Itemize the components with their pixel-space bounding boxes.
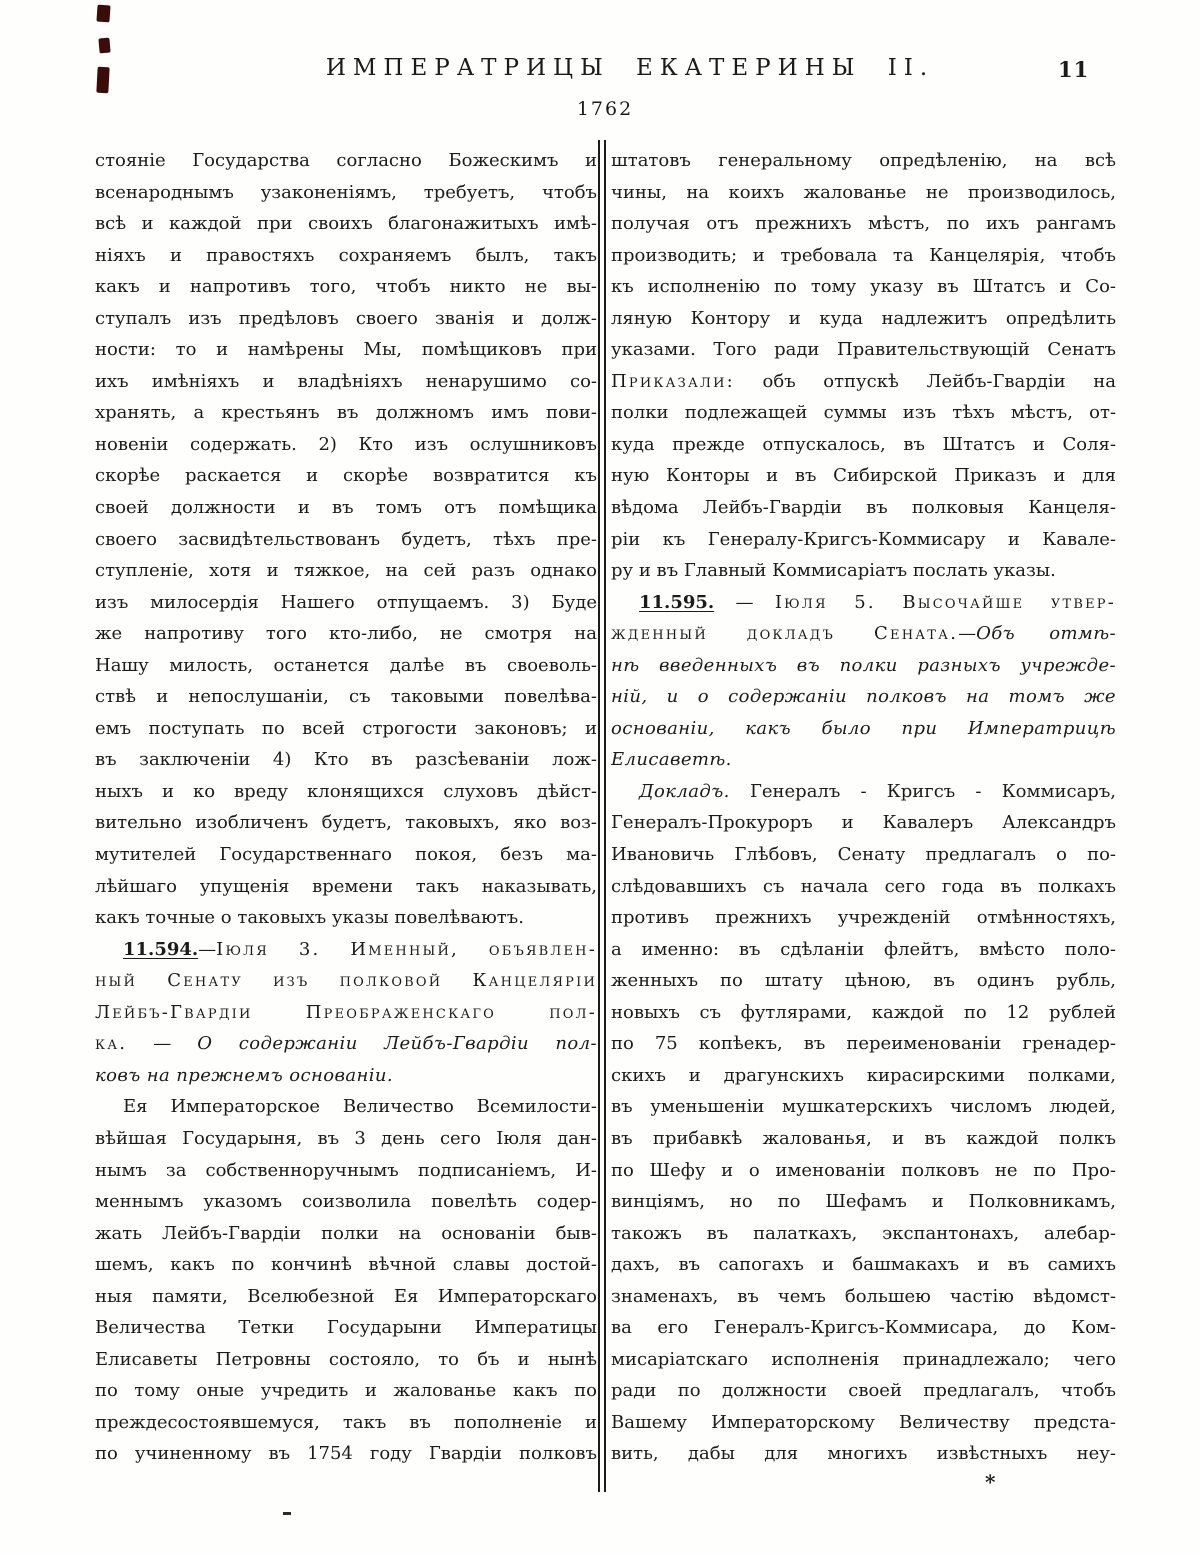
text-line: ныя памяти, Вселюбезной Ея Императорскаго	[95, 1285, 597, 1307]
text-line: такожъ въ палаткахъ, экспантонахъ, алебар-	[611, 1222, 1116, 1244]
text-line: новыхъ съ футлярами, каждой по 12 рублей	[611, 1001, 1116, 1023]
text-line: преждесостоявшемуся, такъ въ пополненіе и	[95, 1411, 597, 1433]
text-line: своего засвидѣтельствованъ будетъ, тѣхъ пре-	[95, 528, 597, 550]
text-line: ка. — О содержаніи Лейбъ-Гвардіи пол-	[95, 1033, 597, 1055]
text-line: въ прибавкѣ жалованья, и въ каждой полкъ	[611, 1127, 1116, 1149]
text-line: ляную Контору и куда надлежитъ опредѣлить	[611, 307, 1116, 329]
text-line: ній, и о содержаніи полковъ на томъ же	[611, 686, 1116, 708]
text-line: получая отъ прежнихъ мѣстъ, по ихъ рангамъ	[611, 213, 1116, 235]
text-line: Ивановичь Глѣбовъ, Сенату предлагалъ о по-	[611, 844, 1116, 866]
text-line: Докладъ. Генералъ - Кригсъ - Коммисаръ,	[639, 780, 1116, 802]
text-line: штатовъ генеральному опредѣленію, на всѣ	[611, 150, 1116, 171]
text-line: новеніи содержать. 2) Кто изъ ослушниковъ	[95, 433, 597, 455]
text-line: Елисаветѣ.	[611, 749, 732, 771]
text-line: своей должности и въ томъ отъ помѣщика	[95, 497, 597, 519]
text-line: по учиненному въ 1754 году Гвардіи полковъ	[95, 1443, 597, 1465]
text-line: ную Конторы и въ Сибирской Приказъ и для	[611, 465, 1116, 487]
text-line: изъ милосердія Нашего отпущаемъ. 3) Буде	[95, 591, 597, 613]
column-divider	[598, 140, 606, 1492]
text-column-right	[611, 145, 1116, 1470]
text-line: Елисаветы Петровны состояло, то бъ и нынѣ	[95, 1348, 597, 1370]
text-line: какъ и напротивъ того, чтобъ никто не вы-	[95, 276, 597, 298]
text-line: мутителей Государственнаго покоя, безъ ма-	[95, 844, 597, 866]
text-line: Приказали: объ отпускѣ Лейбъ-Гвардіи на	[611, 370, 1116, 392]
text-line: мисаріатскаго исполненія принадлежало; чего	[611, 1348, 1116, 1370]
text-line: жать Лейбъ-Гвардіи полки на основаніи быв-	[95, 1222, 597, 1244]
scan-artifact	[283, 1512, 291, 1515]
text-line: въ уменьшеніи мушкатерскихъ числомъ людей,	[611, 1096, 1116, 1118]
text-line: ствѣ и непослушаніи, съ таковыми повелѣва-	[95, 686, 597, 708]
text-line: въ заключеніи 4) Кто въ разсѣеваніи лож-	[95, 749, 597, 771]
text-line: ности: то и намѣрены Мы, помѣщиковъ при	[95, 339, 597, 361]
text-line: шемъ, какъ по кончинѣ вѣчной славы достой-	[95, 1254, 597, 1276]
text-line: ихъ имѣніяхъ и владѣніяхъ ненарушимо со-	[95, 370, 597, 392]
text-line: дахъ, въ сапогахъ и башмакахъ и въ самихъ	[611, 1254, 1116, 1276]
text-line: ступалъ изъ предѣловъ своего званія и долж-	[95, 307, 597, 329]
text-line: всѣ и каждой при своихъ благонажитыхъ имѣ-	[95, 213, 597, 235]
text-line: а именно: въ сдѣланіи флейтъ, вмѣсто поло-	[611, 938, 1116, 960]
text-line: Ея Императорское Величество Всемилости-	[123, 1096, 597, 1118]
text-line: ковъ на прежнемъ основаніи.	[95, 1064, 394, 1086]
text-line: ный Сенату изъ полковой Канцеляріи	[95, 970, 597, 992]
text-line: ніяхъ и правостяхъ сохраняемъ былъ, такъ	[95, 244, 597, 266]
text-column-left	[95, 145, 597, 1470]
text-line: нѣ введенныхъ въ полки разныхъ учрежде-	[611, 654, 1116, 676]
text-block	[95, 145, 1117, 1470]
text-line: слѣдовавшихъ съ начала сего года въ полкахъ	[611, 875, 1116, 897]
text-line: противъ прежнихъ учрежденій отмѣнностяхъ,	[611, 907, 1116, 929]
text-line: куда прежде отпускалось, въ Штатсъ и Соля-	[611, 433, 1116, 455]
text-line: указами. Того ради Правительствующій Сенатъ	[611, 339, 1116, 361]
text-line: ру и въ Главный Коммисаріатъ послать указы.	[611, 560, 1056, 582]
text-line: лѣйшаго упущенія времени такъ наказывать,	[95, 875, 597, 897]
text-line: Лейбъ-Гвардіи Преображенскаго пол-	[95, 1001, 597, 1023]
text-line: скорѣе раскается и скорѣе возвратится къ	[95, 465, 597, 487]
text-line: ріи къ Генералу-Кригсъ-Коммисару и Кавале-	[611, 528, 1116, 550]
text-line: по 75 копѣекъ, въ переименованіи гренадер-	[611, 1033, 1116, 1055]
text-line: вѣдома Лейбъ-Гвардіи въ полковыя Канцеля-	[611, 497, 1116, 519]
page-number: 11	[1058, 57, 1090, 82]
text-line: винціямъ, но по Шефамъ и Полковникамъ,	[611, 1191, 1116, 1213]
text-line: ныхъ и ко вреду клонящихся слуховъ дѣйст-	[95, 780, 597, 802]
text-line: же напротиву того кто-либо, не смотря на	[95, 623, 597, 645]
text-line: вить, дабы для многихъ извѣстныхъ неу-	[611, 1443, 1116, 1465]
text-line: меннымъ указомъ соизволила повелѣть содер-	[95, 1191, 597, 1213]
text-line: Нашу милость, останется далѣе въ своеволь-	[95, 654, 597, 676]
text-line: стояніе Государства согласно Божескимъ и	[95, 150, 597, 171]
text-line: хранять, а крестьянъ въ должномъ имъ пови-	[95, 402, 597, 424]
text-line: по тому оные учредить и жалованье какъ по	[95, 1380, 597, 1402]
text-line: ва его Генералъ-Кригсъ-Коммисара, до Ком-	[611, 1317, 1116, 1339]
year-label: 1762	[576, 98, 634, 120]
text-line: чины, на коихъ жалованье не производилось,	[611, 181, 1116, 203]
text-line: нымъ за собственноручнымъ подписаніемъ, И-	[95, 1159, 597, 1181]
text-line: Вашему Императорскому Величеству предста-	[611, 1411, 1116, 1433]
text-line: 11.594.—Іюля 3. Именный, объявлен-	[123, 938, 597, 960]
text-line: полки подлежащей суммы изъ тѣхъ мѣстъ, от-	[611, 402, 1116, 424]
text-line: ради по должности своей предлагалъ, чтобъ	[611, 1380, 1116, 1402]
page-title: ИМПЕРАТРИЦЫ ЕКАТЕРИНЫ II.	[325, 55, 935, 81]
text-line: къ исполненію по тому указу въ Штатсъ и Со-	[611, 276, 1116, 298]
text-line: женныхъ по штату цѣною, въ одинъ рубль,	[611, 970, 1116, 992]
text-line: знаменахъ, въ чемъ большею частію вѣдомст-	[611, 1285, 1116, 1307]
text-line: вѣйшая Государыня, въ 3 день сего Іюля дан-	[95, 1127, 597, 1149]
text-line: производить; и требовала та Канцелярія, чтобъ	[611, 244, 1116, 266]
text-line: жденный докладъ Сената.—Объ отмѣ-	[611, 623, 1116, 645]
text-line: всенароднымъ узаконеніямъ, требуетъ, чтобъ	[95, 181, 597, 203]
text-line: 11.595. — Іюля 5. Высочайше утвер-	[639, 591, 1116, 613]
text-line: какъ точные о таковыхъ указы повелѣваютъ.	[95, 907, 524, 929]
scan-artifact	[96, 5, 110, 23]
scan-artifact	[96, 67, 109, 94]
text-line: ступленіе, хотя и тяжкое, на сей разъ однако	[95, 560, 597, 582]
text-line: по Шефу и о именованіи полковъ не по Про-	[611, 1159, 1116, 1181]
text-line: скихъ и драгунскихъ кирасирскими полками,	[611, 1064, 1116, 1086]
text-line: емъ поступать по всей строгости законовъ; и	[95, 717, 597, 739]
text-line: вительно изобличенъ будетъ, таковыхъ, яко воз-	[95, 812, 597, 834]
text-line: Генералъ-Прокуроръ и Кавалеръ Александръ	[611, 812, 1116, 834]
footnote-asterisk: *	[985, 1470, 996, 1494]
scan-artifact	[98, 38, 110, 54]
text-line: Величества Тетки Государыни Императицы	[95, 1317, 597, 1339]
text-line: основаніи, какъ было при Императрицѣ	[611, 717, 1116, 739]
